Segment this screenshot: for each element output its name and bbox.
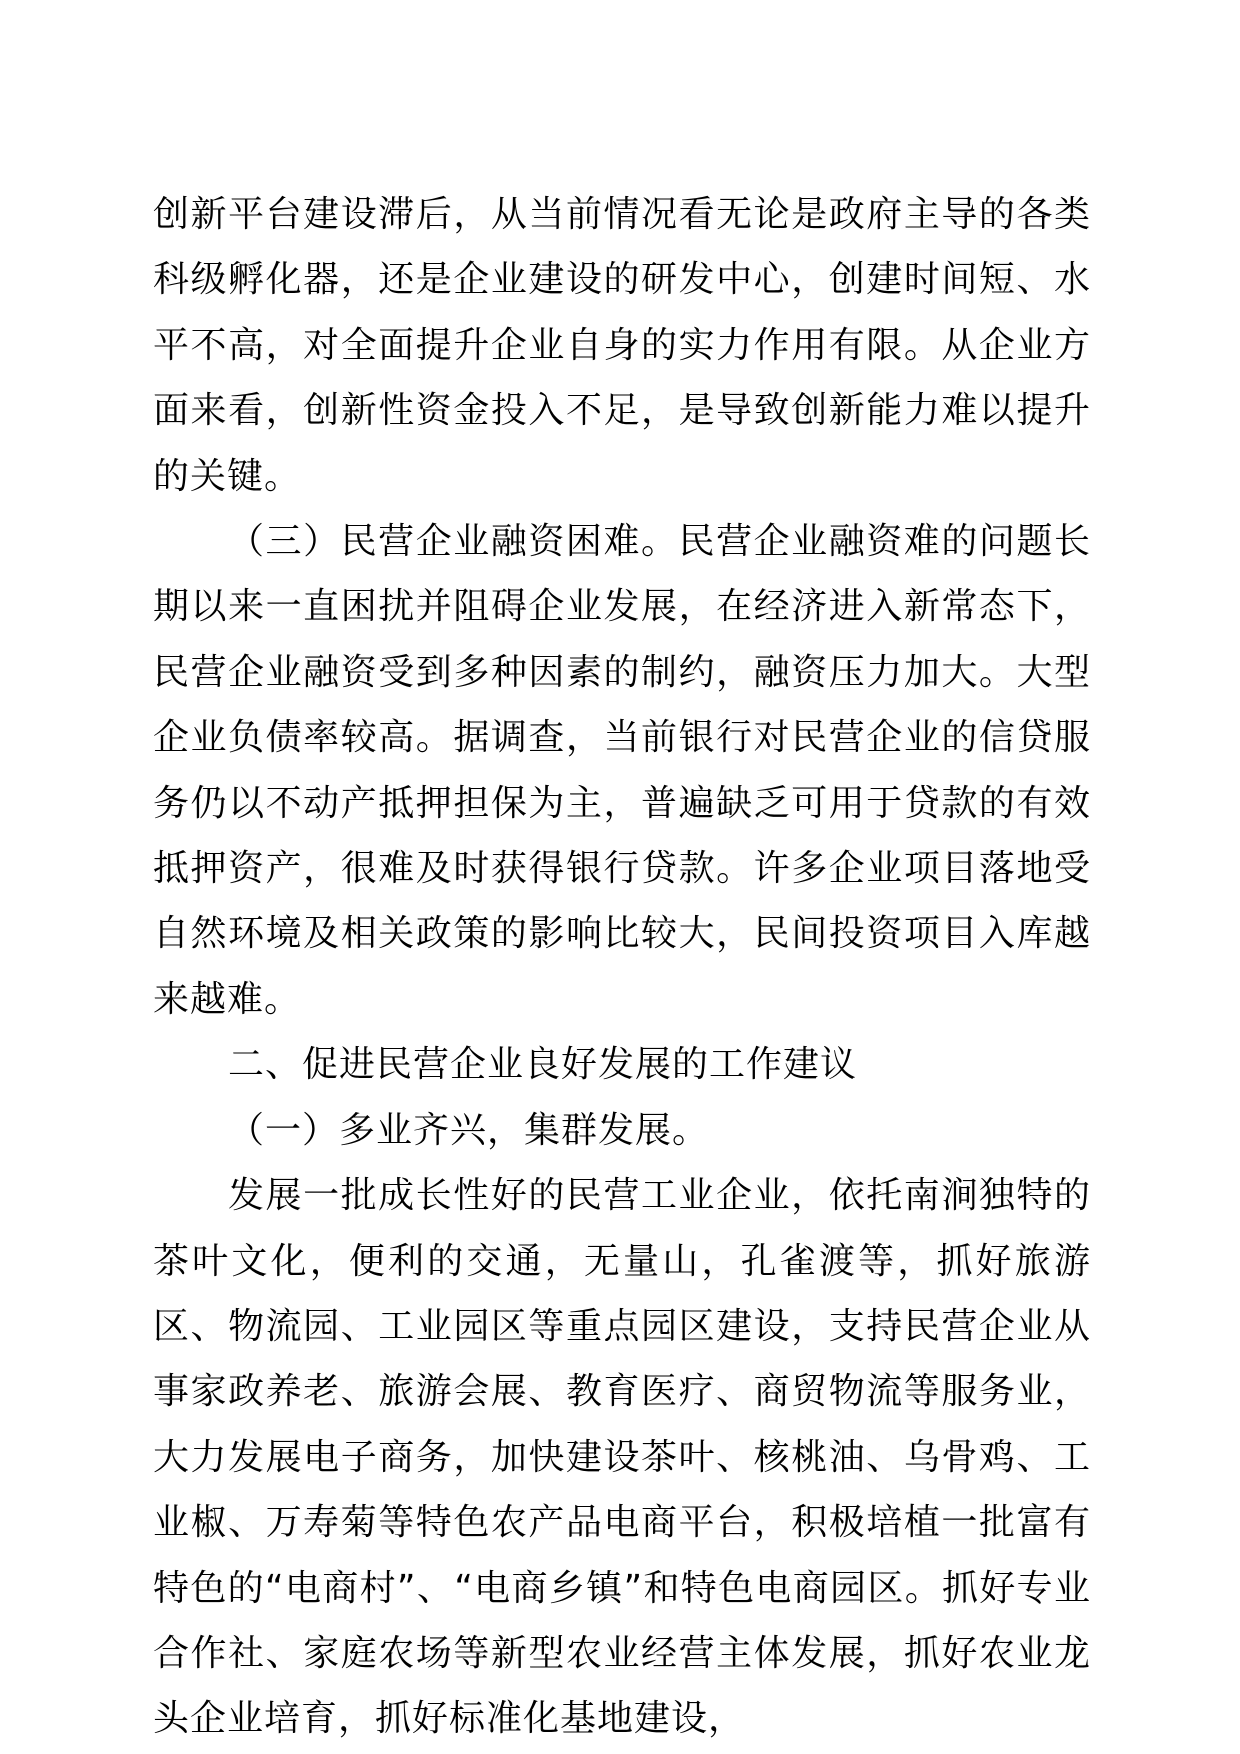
subsection-heading-text: （一）多业齐兴，集群发展。	[228, 1109, 710, 1151]
section-title-text: 二、促进民营企业良好发展的工作建议	[228, 1044, 858, 1086]
paragraph-financing-difficulty	[153, 509, 1091, 1032]
section-title-suggestions	[153, 1032, 1091, 1097]
paragraph-text: 创新平台建设滞后，从当前情况看无论是政府主导的各类科级孵化器，还是企业建设的研发中心，创建时间短、水平不高，对全面提升企业自身的实力作用有限。从企业方面来看，创新性资金投入不足，是导致创新能力难以提升的关键。	[153, 194, 1091, 497]
paragraph-text: 民营企业融资难的问题长期以来一直困扰并阻碍企业发展，在经济进入新常态下，民营企业融资受到多种因素的制约，融资压力加大。大型企业负债率较高。据调查，当前银行对民营企业的信贷服务仍以不动产抵押担保为主，普遍缺乏可用于贷款的有效抵押资产，很难及时获得银行贷款。许多企业项目落地受自然环境及相关政策的影响比较大，民间投资项目入库越来越难。	[153, 521, 1091, 1020]
subsection-heading-one	[153, 1098, 1091, 1163]
paragraph-industry-development	[153, 1163, 1091, 1752]
section-heading-three: （三）民营企业融资困难。	[228, 521, 679, 563]
body-text	[153, 182, 1091, 1752]
paragraph-text: 发展一批成长性好的民营工业企业，依托南涧独特的茶叶文化，便利的交通，无量山，孔雀渡等，抓好旅游区、物流园、工业园区等重点园区建设，支持民营企业从事家政养老、旅游会展、教育医疗、商贸物流等服务业，大力发展电子商务，加快建设茶叶、核桃油、乌骨鸡、工业椒、万寿菊等特色农产品电商平台，积极培植一批富有特色的“电商村”、“电商乡镇”和特色电商园区。抓好专业合作社、家庭农场等新型农业经营主体发展，抓好农业龙头企业培育，抓好标准化基地建设，	[153, 1175, 1091, 1740]
paragraph-innovation-platform	[153, 182, 1091, 509]
